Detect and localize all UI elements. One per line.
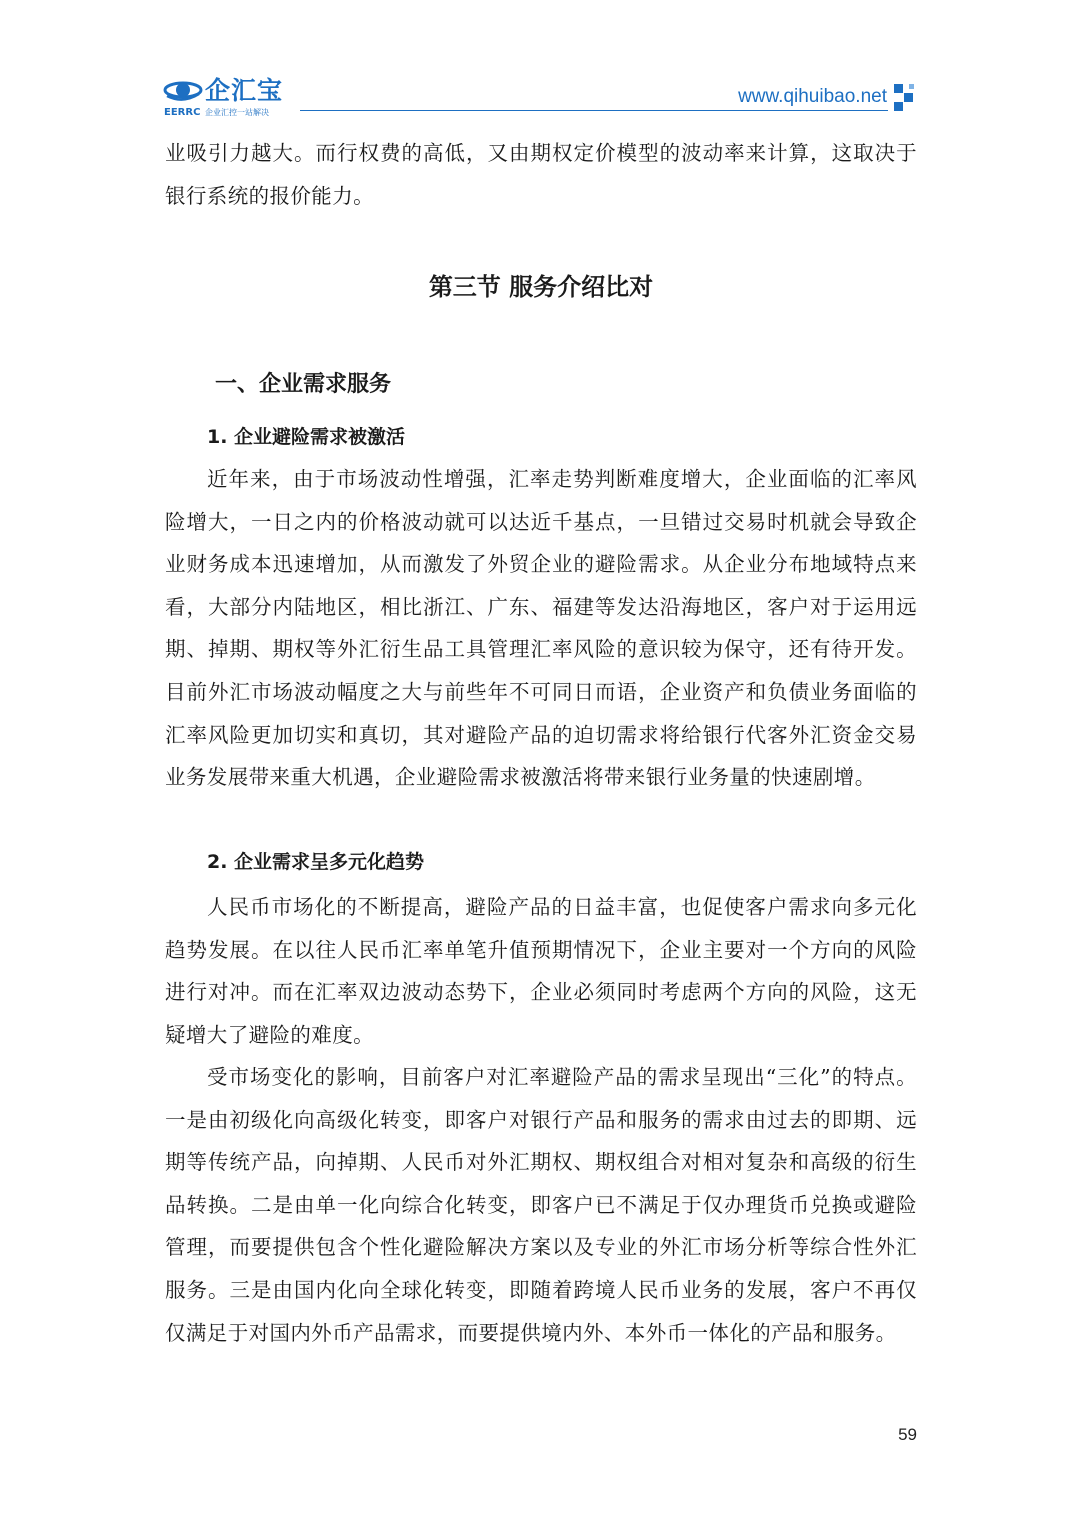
- item1-heading: 1. 企业避险需求被激活: [207, 426, 406, 448]
- brand-name-cn: 企汇宝: [205, 76, 284, 105]
- brand-name-en: EERRC: [164, 107, 201, 118]
- item2-paragraph-1: 人民币市场化的不断提高，避险产品的日益丰富，也促使客户需求向多元化趋势发展。在以往人民币汇率单笔升值预期情况下，企业主要对一个方向的风险进行对冲。而在汇率双边波动态势下，企业必须同时考虑两个方向的风险，这无疑增大了避险的难度。: [165, 895, 917, 1047]
- squares-decoration-icon: [894, 84, 918, 112]
- site-url: www.qihuibao.net: [738, 86, 887, 107]
- page-number: 59: [898, 1425, 917, 1444]
- section-title: 第三节 服务介绍比对: [428, 273, 654, 301]
- header-divider: [300, 110, 888, 111]
- brand-tagline: 企业汇控一站解决: [205, 108, 269, 117]
- subsection-title: 一、企业需求服务: [215, 372, 392, 397]
- brand-logo: [163, 76, 293, 120]
- item2-heading: 2. 企业需求呈多元化趋势: [207, 851, 425, 873]
- item1-paragraph: 近年来，由于市场波动性增强，汇率走势判断难度增大，企业面临的汇率风险增大，一日之内的价格波动就可以达近千基点，一旦错过交易时机就会导致企业财务成本迅速增加，从而激发了外贸企业的避险需求。从企业分布地域特点来看，大部分内陆地区，相比浙江、广东、福建等发达沿海地区，客户对于运用远期、掉期、期权等外汇衍生品工具管理汇率风险的意识较为保守，还有待开发。目前外汇市场波动幅度之大与前些年不可同日而语，企业资产和负债业务面临的汇率风险更加切实和真切，其对避险产品的迫切需求将给银行代客外汇资金交易业务发展带来重大机遇，企业避险需求被激活将带来银行业务量的快速剧增。: [165, 467, 917, 790]
- page-header: [0, 0, 1080, 130]
- item2-paragraph-2: 受市场变化的影响，目前客户对汇率避险产品的需求呈现出“三化”的特点。一是由初级化向高级化转变，即客户对银行产品和服务的需求由过去的即期、远期等传统产品，向掉期、人民币对外汇期权、期权组合对相对复杂和高级的衍生品转换。二是由单一化向综合化转变，即客户已不满足于仅办理货币兑换或避险管理，而要提供包含个性化避险解决方案以及专业的外汇市场分析等综合性外汇服务。三是由国内化向全球化转变，即随着跨境人民币业务的发展，客户不再仅仅满足于对国内外币产品需求，而要提供境内外、本外币一体化的产品和服务。: [165, 1065, 917, 1345]
- globe-logo-icon: [163, 76, 203, 106]
- carryover-paragraph: 业吸引力越大。而行权费的高低，又由期权定价模型的波动率来计算，这取决于银行系统的报价能力。: [165, 141, 917, 208]
